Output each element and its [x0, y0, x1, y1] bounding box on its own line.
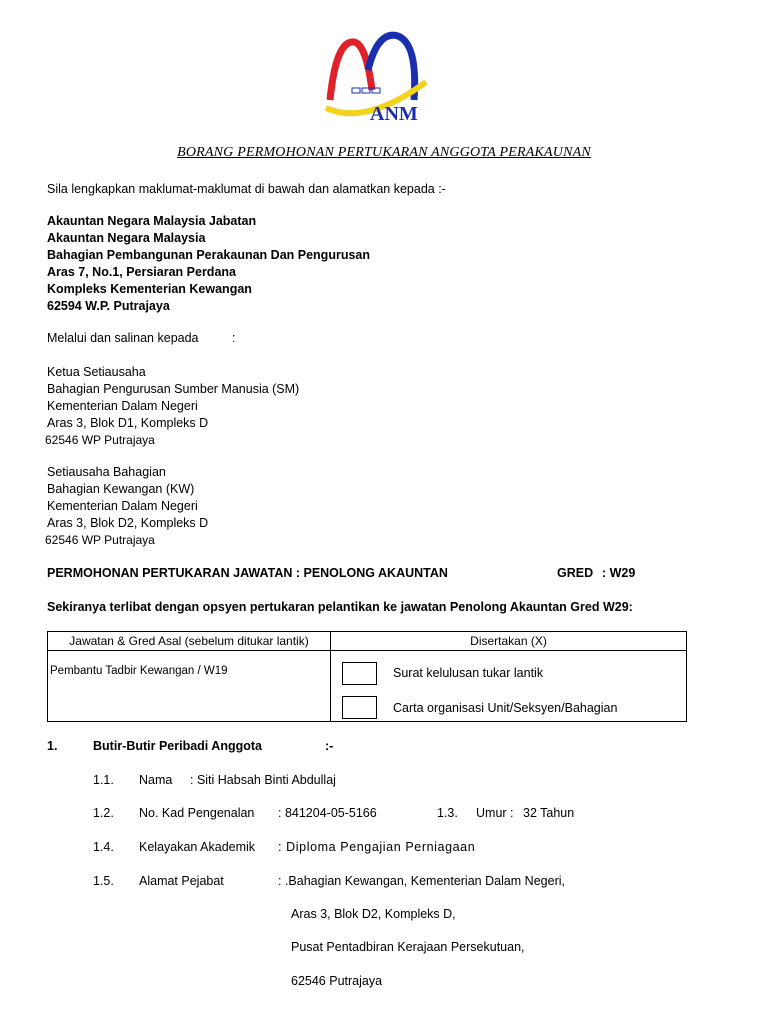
address-copy-1 — [47, 364, 299, 449]
age-value: 32 Tahun — [523, 806, 575, 820]
via-colon: : — [232, 331, 236, 345]
name-value: : Siti Habsah Binti Abdullaj — [190, 773, 336, 787]
checkbox-org-chart-label: Carta organisasi Unit/Seksyen/Bahagian — [393, 701, 618, 715]
qualification-value: : Diploma Pengajian Perniagaan — [278, 840, 476, 854]
address-main-line: Akauntan Negara Malaysia Jabatan — [47, 214, 257, 228]
office-address-line: Pusat Pentadbiran Kerajaan Persekutuan, — [291, 940, 525, 954]
address-line: Bahagian Pengurusan Sumber Manusia (SM) — [47, 382, 300, 396]
qualification-label: Kelayakan Akademik — [139, 840, 256, 854]
age-label: Umur : — [476, 806, 514, 820]
logo-text: ANM — [370, 103, 418, 124]
field-number: 1.1. — [93, 773, 114, 787]
address-main-line: Kompleks Kementerian Kewangan — [47, 282, 252, 296]
field-number: 1.5. — [93, 874, 114, 888]
anm-logo — [322, 30, 432, 124]
address-line: 62546 WP Putrajaya — [45, 433, 155, 447]
section-suffix: :- — [325, 739, 334, 753]
field-number: 1.2. — [93, 806, 114, 820]
address-line: 62546 WP Putrajaya — [45, 533, 155, 547]
address-line: Aras 3, Blok D1, Kompleks D — [47, 416, 209, 430]
grade-value: : W29 — [602, 566, 636, 580]
address-line: Kementerian Dalam Negeri — [47, 399, 198, 413]
intro-text: Sila lengkapkan maklumat-maklumat di bawah dan alamatkan kepada :- — [47, 182, 446, 196]
address-line: Setiausaha Bahagian — [47, 465, 166, 479]
field-number: 1.4. — [93, 840, 114, 854]
address-line: Aras 3, Blok D2, Kompleks D — [47, 516, 209, 530]
section-title: Butir-Butir Peribadi Anggota — [93, 739, 262, 753]
address-copy-2 — [47, 464, 208, 549]
office-address-line: 62546 Putrajaya — [291, 974, 383, 988]
name-label: Nama — [139, 773, 173, 787]
address-line: Kementerian Dalam Negeri — [47, 499, 198, 513]
original-post: Pembantu Tadbir Kewangan / W19 — [50, 665, 228, 677]
address-line: Ketua Setiausaha — [47, 365, 146, 379]
checkbox-approval-letter[interactable] — [342, 662, 377, 685]
address-main-line: Aras 7, No.1, Persiaran Perdana — [47, 265, 236, 279]
application-label: PERMOHONAN PERTUKARAN JAWATAN : PENOLONG AKAUNTAN — [47, 566, 448, 580]
office-address-label: Alamat Pejabat — [139, 874, 224, 888]
office-address-line: Aras 3, Blok D2, Kompleks D, — [291, 907, 456, 921]
office-address-line: : .Bahagian Kewangan, Kementerian Dalam Negeri, — [278, 874, 565, 888]
address-main-line: Bahagian Pembangunan Perakaunan Dan Pengurusan — [47, 248, 370, 262]
original-post-cell — [48, 651, 331, 722]
col2-header: Disertakan (X) — [331, 632, 687, 651]
ic-label: No. Kad Pengenalan — [139, 806, 255, 820]
checkbox-approval-letter-label: Surat kelulusan tukar lantik — [393, 666, 544, 680]
address-main-line: Akauntan Negara Malaysia — [47, 231, 206, 245]
field-number: 1.3. — [437, 806, 458, 820]
col1-header: Jawatan & Gred Asal (sebelum ditukar lantik) — [48, 632, 331, 651]
form-title: BORANG PERMOHONAN PERTUKARAN ANGGOTA PERAKAUNAN — [177, 145, 591, 160]
option-note: Sekiranya terlibat dengan opsyen pertukaran pelantikan ke jawatan Penolong Akauntan Gred W29: — [47, 600, 633, 614]
section-number: 1. — [47, 739, 58, 753]
address-line: Bahagian Kewangan (KW) — [47, 482, 195, 496]
ic-value: : 841204-05-5166 — [278, 806, 377, 820]
checkbox-org-chart[interactable] — [342, 696, 377, 719]
address-main-line: 62594 W.P. Putrajaya — [47, 299, 170, 313]
via-label: Melalui dan salinan kepada — [47, 331, 199, 345]
address-main — [47, 213, 370, 315]
grade-label: GRED — [557, 566, 594, 580]
